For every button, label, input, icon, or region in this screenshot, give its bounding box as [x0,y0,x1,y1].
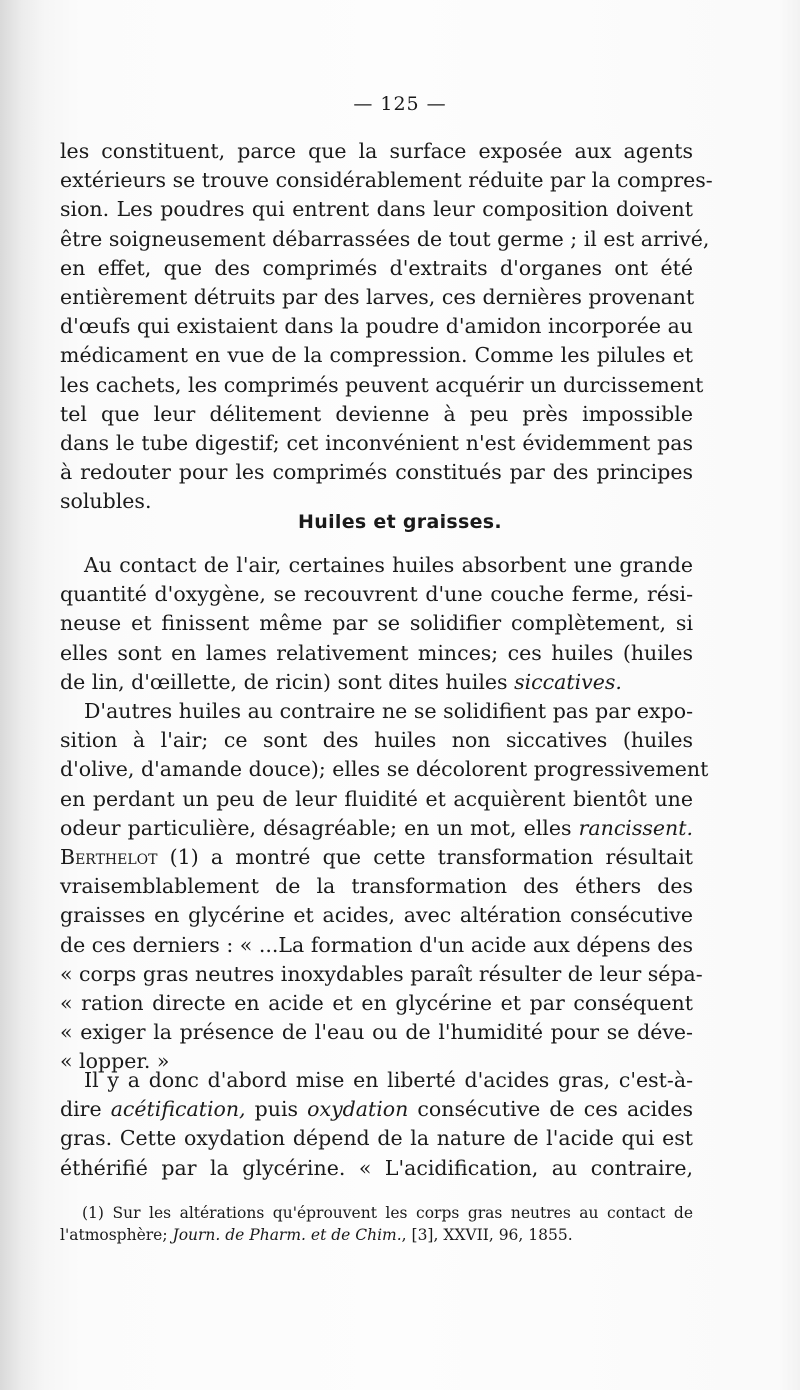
paragraph-siccatives [60,551,693,697]
text-line: Il y a donc d'abord mise en liberté d'acides gras, c'est-à- [84,1068,693,1092]
text-line: solubles. [60,489,152,514]
text-line: elles sont en lames relativement minces; ces huiles (huiles [60,640,693,665]
text-line: extérieurs se trouve considérablement réduite par la compres- [60,168,713,193]
italic-term: siccatives. [514,669,622,694]
section-heading: Huiles et graisses. [298,511,502,533]
footnote-line [60,1224,693,1246]
text-line: quantité d'oxygène, se recouvrent d'une couche ferme, rési- [60,582,693,607]
text-line: graisses en glycérine et acides, avec altération consécutive [60,903,693,928]
author-name: Berthelot [60,844,158,869]
text-line: médicament en vue de la compression. Comme les pilules et [60,343,693,368]
footnote-line: (1) Sur les altérations qu'éprouvent les corps gras neutres au contact de [82,1204,693,1222]
text-line: en effet, que des comprimés d'extraits d'organes ont été [60,255,693,280]
text-line: sition à l'air; ce sont des huiles non siccatives (huiles [60,728,693,753]
paragraph-non-siccatives [60,697,709,1076]
text-line: gras. Cette oxydation dépend de la nature de l'acide qui est [60,1126,693,1151]
text-line: à redouter pour les comprimés constitués par des principes [60,460,693,485]
page-number: — 125 — [353,93,447,115]
text-line [60,1095,693,1124]
text-line: « ration directe en acide et en glycérine et par conséquent [60,990,693,1015]
text-span: de lin, d'œillette, de ricin) sont dites huiles [60,669,515,694]
text-line: dans le tube digestif; cet inconvénient n'est évidemment pas [60,430,693,455]
text-line: d'œufs qui existaient dans la poudre d'amidon incorporée au [60,314,693,339]
text-line [60,843,693,872]
paragraph-acidification [60,1066,693,1183]
text-line: tel que leur délitement devienne à peu près impossible [60,401,693,426]
text-line: « lopper. » [60,1049,170,1074]
text-line: entièrement détruits par des larves, ces dernières provenant [60,284,695,309]
text-line [60,668,693,697]
text-line: D'autres huiles au contraire ne se solidifient pas par expo- [84,699,693,723]
text-span: (1) a montré que cette transformation résultait [157,844,693,869]
text-span: consécutive de ces acides [408,1097,693,1122]
text-line: de ces derniers : « ...La formation d'un acide aux dépens des [60,932,693,957]
italic-term: oxydation [307,1097,409,1122]
text-line: les cachets, les comprimés peuvent acquérir un durcissement [60,372,704,397]
text-span: l'atmosphère; [60,1226,173,1244]
text-line: sion. Les poudres qui entrent dans leur composition doivent [60,197,693,222]
text-line: d'olive, d'amande douce); elles se décolorent progressivement [60,757,709,782]
italic-term: acétification, [110,1097,246,1122]
text-span: dire [60,1097,111,1122]
text-line: Au contact de l'air, certaines huiles absorbent une grande [84,553,693,577]
text-line: « corps gras neutres inoxydables paraît résulter de leur sépa- [60,961,703,986]
text-span: odeur particulière, désagréable; en un mot, elles [60,815,579,840]
text-span: puis [245,1097,308,1122]
text-line: « exiger la présence de l'eau ou de l'humidité pour se déve- [60,1020,693,1045]
text-line: les constituent, parce que la surface exposée aux agents [60,139,693,163]
paragraph-intro [60,137,713,516]
text-line: vraisemblablement de la transformation des éthers des [60,874,693,899]
text-span: , [3], XXVII, 96, 1855. [401,1226,573,1244]
italic-term: rancissent. [578,815,693,840]
footnote [60,1202,693,1246]
journal-title: Journ. de Pharm. et de Chim. [172,1226,402,1244]
text-line [60,814,693,843]
text-line: neuse et finissent même par se solidifier complètement, si [60,611,693,636]
text-line: éthérifié par la glycérine. « L'acidification, au contraire, [60,1155,693,1180]
text-line: être soigneusement débarrassées de tout germe ; il est arrivé, [60,226,710,251]
text-line: en perdant un peu de leur fluidité et acquièrent bientôt une [60,786,693,811]
